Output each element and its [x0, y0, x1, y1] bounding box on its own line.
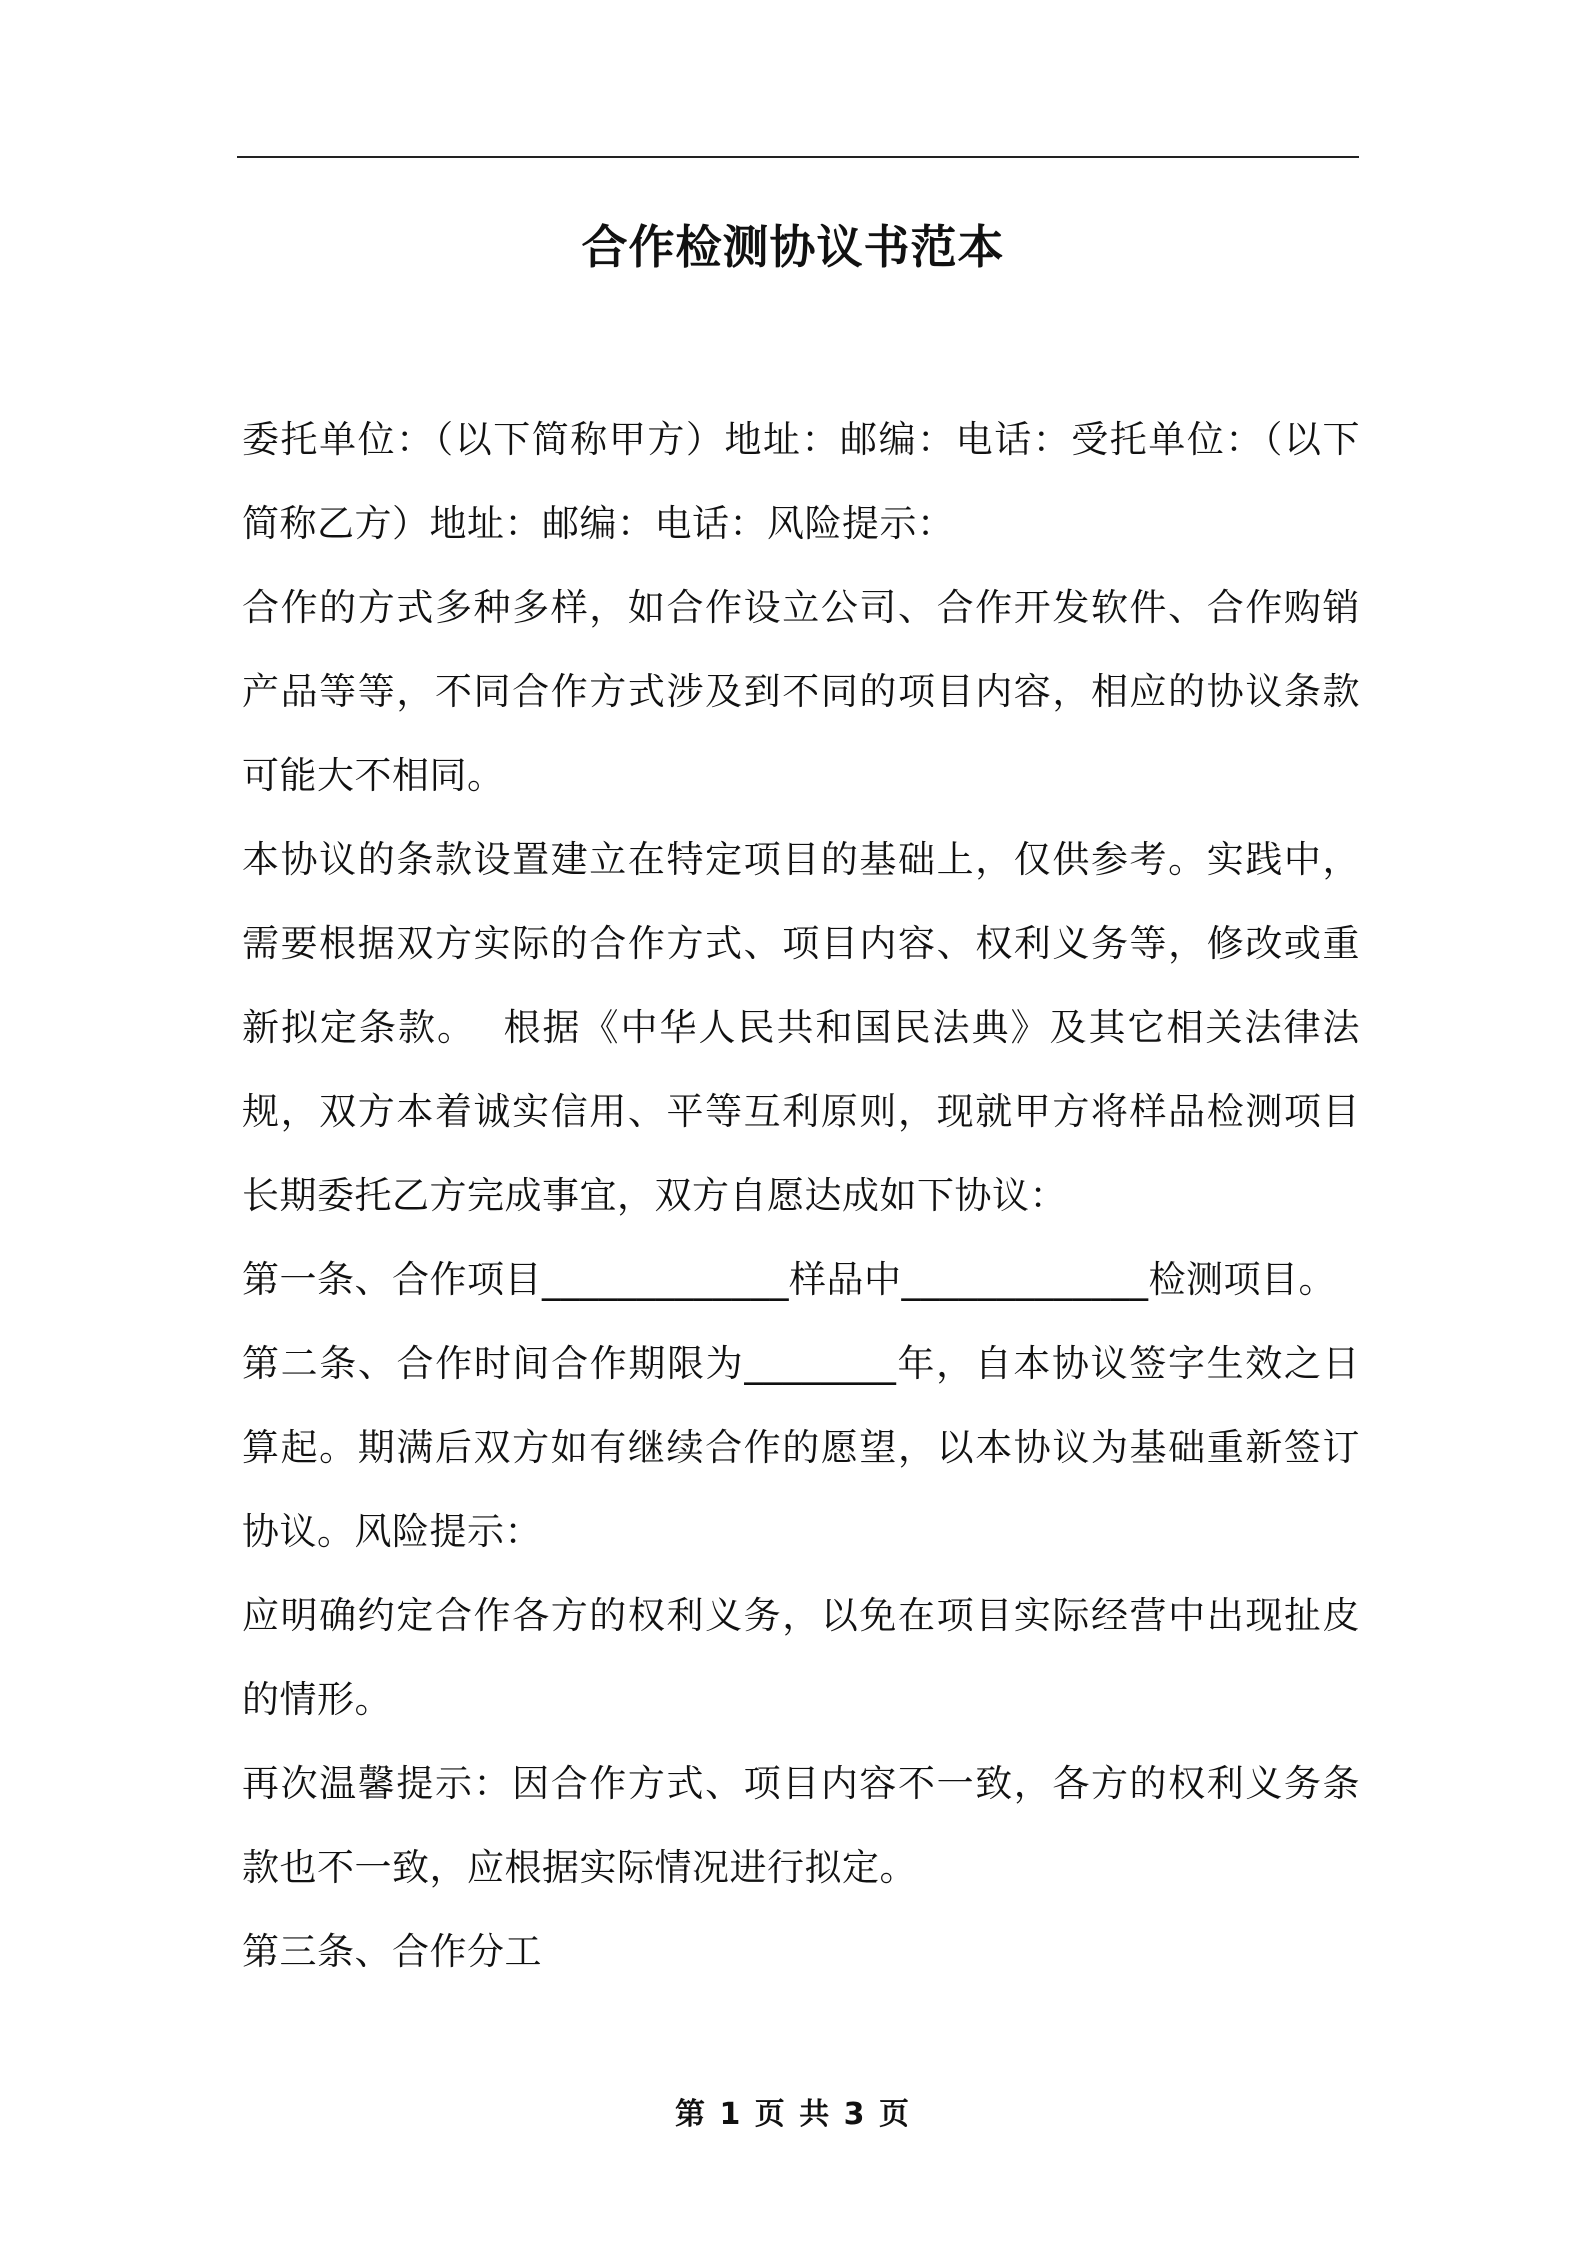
page-footer: 第 1 页 共 3 页 — [675, 2097, 911, 2132]
document-body — [242, 398, 1360, 1994]
header-rule — [237, 156, 1359, 158]
paragraph-cooperation-methods: 合作的方式多种多样，如合作设立公司、合作开发软件、合作购销产品等等，不同合作方式涉及到不同的项目内容，相应的协议条款可能大不相同。 — [242, 586, 1360, 797]
paragraph-preamble: 本协议的条款设置建立在特定项目的基础上，仅供参考。实践中，需要根据双方实际的合作方式、项目内容、权利义务等，修改或重新拟定条款。 根据《中华人民共和国民法典》及其它相关法律法规，双方本着诚实信用、平等互利原则，现就甲方将样品检测项目长期委托乙方完成事宜，双方自愿达成如下协议： — [242, 838, 1360, 1217]
paragraph-reminder: 再次温馨提示：因合作方式、项目内容不一致，各方的权利义务条款也不一致，应根据实际情况进行拟定。 — [242, 1762, 1360, 1889]
paragraph-article-3: 第三条、合作分工 — [242, 1930, 542, 1973]
paragraph-article-2: 第二条、合作时间合作期限为________年，自本协议签字生效之日算起。期满后双方如有继续合作的愿望，以本协议为基础重新签订协议。风险提示： — [242, 1342, 1360, 1553]
document-title: 合作检测协议书范本 — [581, 220, 1005, 274]
paragraph-risk-note: 应明确约定合作各方的权利义务，以免在项目实际经营中出现扯皮的情形。 — [242, 1594, 1360, 1721]
paragraph-parties: 委托单位：（以下简称甲方）地址：邮编：电话：受托单位：（以下简称乙方）地址：邮编：电话：风险提示： — [242, 418, 1360, 545]
paragraph-article-1: 第一条、合作项目_____________样品中_____________检测项目。 — [242, 1258, 1336, 1301]
